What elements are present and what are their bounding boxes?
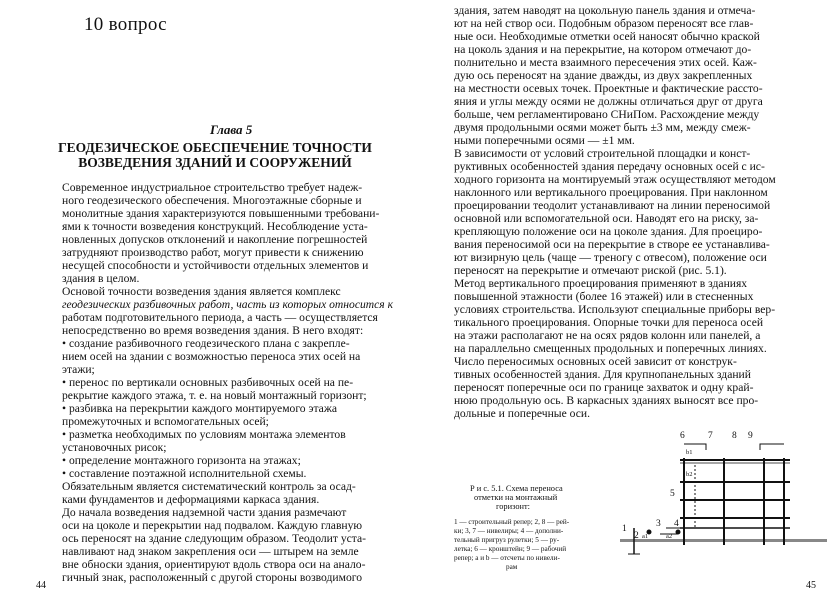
figure-label: 4 — [674, 519, 679, 529]
body-line: дольные и поперечные оси. — [454, 407, 590, 420]
body-line: здания, затем наводят на цокольную панель здания и отмеча- — [454, 4, 756, 17]
body-line: больше, чем регламентировано СНиПом. Расхождение между — [454, 108, 760, 121]
body-line: вне обноски здания, ориентируют вдоль створа оси на анало- — [62, 558, 366, 571]
figure-label: 1 — [622, 524, 627, 534]
right-page — [414, 0, 827, 594]
body-line: Обязательным является систематический контроль за осад- — [62, 480, 356, 493]
body-line: промежуточных и вспомогательных осей; — [62, 415, 269, 428]
body-line: геодезических разбивочных работ, часть из которых относится к — [62, 298, 394, 311]
body-line: условиях строительства. Используют специальные приборы вер- — [454, 303, 776, 316]
body-line: Метод вертикального проецирования применяют в зданиях — [454, 277, 748, 290]
figure-sublabel: b1 — [686, 449, 693, 456]
figure-caption-line: горизонт: — [496, 502, 530, 511]
body-line: До начала возведения надземной части здания размечают — [62, 506, 347, 519]
figure-label: 5 — [670, 489, 675, 499]
body-line: ями к точности возведения конструкций. Несоблюдение уста- — [62, 220, 368, 233]
page-number-right: 45 — [806, 580, 816, 591]
figure-label: 2 — [634, 531, 639, 541]
body-line: ют визирную цель (чаще — треногу с отвесом), положение оси — [454, 251, 767, 264]
body-line: нюю продольную ось. В каркасных зданиях выносят все про- — [454, 394, 759, 407]
figure-legend-line: рам — [506, 563, 518, 571]
figure-legend-line: 1 — строительный репер; 2, 8 — рей- — [454, 518, 570, 526]
body-line: на цоколь здания и на перекрытие, на котором отмечают до- — [454, 43, 752, 56]
chapter-title-line-2: ВОЗВЕДЕНИЯ ЗДАНИЙ И СООРУЖЕНИЙ — [78, 155, 352, 170]
figure-5-1-diagram — [614, 420, 827, 600]
body-line: В зависимости от условий строительной площадки и конст- — [454, 147, 751, 160]
body-line: нием осей на здании с возможностью переноса этих осей на — [62, 350, 361, 363]
figure-label: 9 — [748, 431, 753, 441]
body-line: Основой точности возведения здания является комплекс — [62, 285, 341, 298]
figure-legend-line: репер; а и b — отсчеты по нивели- — [454, 554, 560, 562]
body-line: дую ось переносят на здание дважды, из двух закрепленных — [454, 69, 753, 82]
body-line: затрудняют производство работ, могут привести к снижению — [62, 246, 364, 259]
body-line: на параллельно смещенных продольных и поперечных линиях. — [454, 342, 767, 355]
page-number-left: 44 — [36, 580, 46, 591]
body-line: двумя продольными осями может быть ±3 мм, между смеж- — [454, 121, 751, 134]
chapter-title-line-1: ГЕОДЕЗИЧЕСКОЕ ОБЕСПЕЧЕНИЕ ТОЧНОСТИ — [58, 140, 372, 155]
body-line: переносят поперечные оси по границе захваток и одну край- — [454, 381, 754, 394]
body-line: наклонного или вертикального проецирования. При наклонном — [454, 186, 768, 199]
body-line: повышенной этажности (более 16 этажей) или в стесненных — [454, 290, 754, 303]
chapter-label: Глава 5 — [210, 122, 253, 137]
body-line: новленных допусков отклонений и накопление погрешностей — [62, 233, 368, 246]
body-line: ными поперечными осями — ±1 мм. — [454, 134, 635, 147]
figure-sublabel: a1 — [642, 533, 649, 540]
figure-legend-line: ки; 3, 7 — нивелиры; 4 — дополни- — [454, 527, 564, 535]
figure-legend-line: тельный пригруз рулетки; 5 — ру- — [454, 536, 560, 544]
body-line: вания переносимой оси на перекрытие в створе ее устанавлива- — [454, 238, 770, 251]
body-line: навливают над знаком закрепления оси — штырем на земле — [62, 545, 359, 558]
body-line: на этажи располагают не на осях рядов колонн или панелей, а — [454, 329, 761, 342]
body-line: переносят на перекрытие и отмечают риской (рис. 5.1). — [454, 264, 727, 277]
figure-label: 6 — [680, 431, 685, 441]
figure-sublabel: b2 — [686, 471, 693, 478]
body-line: полнительно и места взаимного пересечения этих осей. Каж- — [454, 56, 757, 69]
figure-label: 3 — [656, 519, 661, 529]
body-line: тикального проецирования. Опорные точки для переноса осей — [454, 316, 764, 329]
body-line: крепляющую положение оси на цоколе здания. Для проециро- — [454, 225, 763, 238]
body-line: монолитные здания характеризуются повышенными требовани- — [62, 207, 380, 220]
body-line: • создание разбивочного геодезического плана с закрепле- — [62, 337, 350, 350]
body-line: ось переносят на здание следующим образом. Теодолит уста- — [62, 532, 366, 545]
body-line: несущей способности и устойчивости отдельных элементов и — [62, 259, 369, 272]
figure-sublabel: a2 — [666, 533, 673, 540]
figure-caption-line: отметки на монтажный — [474, 493, 558, 502]
left-page — [0, 0, 410, 594]
body-line: установочных рисок; — [62, 441, 167, 454]
body-line: • разметка необходимых по условиям монтажа элементов — [62, 428, 346, 441]
body-line: Число переносимых основных осей зависит от конструк- — [454, 355, 737, 368]
body-line: яния и углы между осями не должны отличаться друг от друга — [454, 95, 763, 108]
body-line: гичный знак, расположенный с другой стороны возводимого — [62, 571, 363, 584]
figure-label: 8 — [732, 431, 737, 441]
body-line: тивных особенностей здания. Для крупнопанельных зданий — [454, 368, 751, 381]
body-line: • составление поэтажной исполнительной схемы. — [62, 467, 307, 480]
body-line: • перенос по вертикали основных разбивочных осей на пе- — [62, 376, 354, 389]
body-line: проецировании теодолит устанавливают на линии переносимой — [454, 199, 771, 212]
body-line: ходного горизонта на монтируемый этаж осуществляют методом — [454, 173, 776, 186]
body-line: непосредственно во время возведения здания. В него входят: — [62, 324, 364, 337]
body-line: Современное индустриальное строительство требует надеж- — [62, 181, 363, 194]
figure-legend-line: летка; 6 — кронштейн; 9 — рабочий — [454, 545, 567, 553]
body-line: работам подготовительного периода, а часть — осуществляется — [62, 311, 378, 324]
body-line: основной или вспомогательной оси. Наводят его на риску, за- — [454, 212, 759, 225]
body-line: руктивных особенностей здания передачу основных осей с ис- — [454, 160, 765, 173]
body-line: ного геодезического обеспечения. Многоэтажные сборные и — [62, 194, 362, 207]
figure-caption-line: Р и с. 5.1. Схема переноса — [470, 484, 563, 493]
body-line: рекрытие каждого этажа, т. е. на новый монтажный горизонт; — [62, 389, 367, 402]
body-line: • разбивка на перекрытии каждого монтируемого этажа — [62, 402, 337, 415]
body-line: ные оси. Необходимые отметки осей наносят обычно краской — [454, 30, 760, 43]
handwritten-heading: 10 вопрос — [84, 14, 167, 35]
body-line: оси на цоколе и перекрытии над подвалом. Каждую главную — [62, 519, 363, 532]
body-line: • определение монтажного горизонта на этажах; — [62, 454, 301, 467]
body-line: на местности осевых точек. Проектные и фактические рассто- — [454, 82, 763, 95]
body-line: этажи; — [62, 363, 95, 376]
body-line: здания в целом. — [62, 272, 140, 285]
figure-label: 7 — [708, 431, 713, 441]
body-line: ют на ней створ оси. Подобным образом переносят все глав- — [454, 17, 754, 30]
body-line: ками фундаментов и деформациями каркаса здания. — [62, 493, 320, 506]
